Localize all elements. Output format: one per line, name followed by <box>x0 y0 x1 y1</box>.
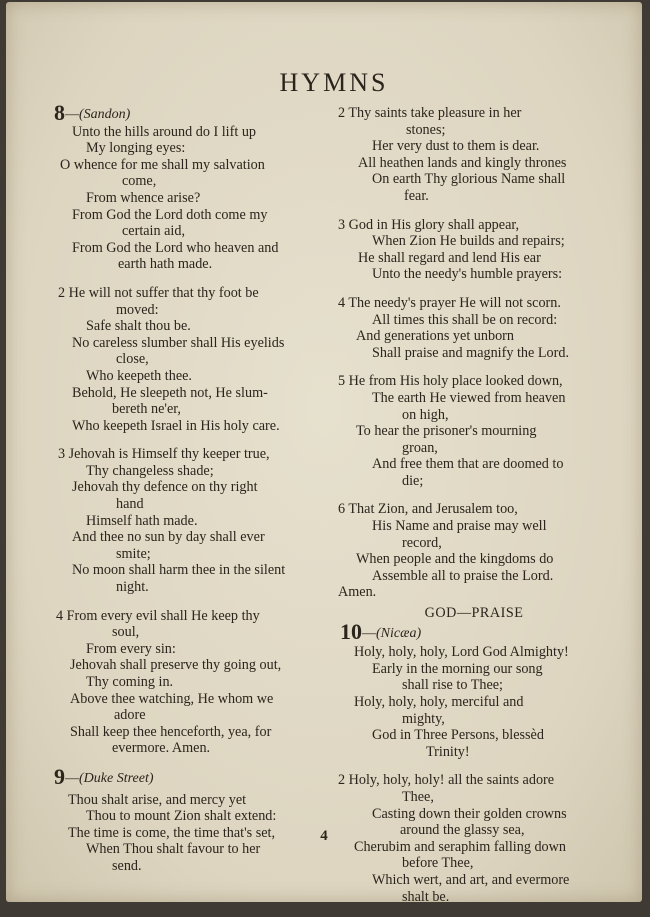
stanza <box>338 295 610 361</box>
stanza <box>52 446 322 595</box>
verse-line: 3 God in His glory shall appear, <box>338 216 520 233</box>
verse-line: 3 Jehovah is Himself thy keeper true, <box>58 446 270 463</box>
right-column <box>338 105 610 917</box>
verse-line: earth hath made. <box>118 256 213 273</box>
hymn-number: 8 <box>54 100 65 125</box>
verse-line: close, <box>116 351 149 368</box>
stanza <box>338 373 610 489</box>
verse-line: And free them that are doomed to <box>372 456 564 473</box>
verse-line: God in Three Persons, blessèd <box>372 727 544 744</box>
verse-line: 2 Holy, holy, holy! all the saints adore <box>338 772 555 789</box>
verse-line: 5 He from His holy place looked down, <box>338 373 563 390</box>
verse-line: Thy changeless shade; <box>86 462 214 479</box>
verse-line: Behold, He sleepeth not, He slum- <box>72 384 268 401</box>
verse-line: smite; <box>116 545 151 562</box>
verse-line: His Name and praise may well <box>372 518 547 535</box>
left-column <box>52 100 322 887</box>
verse-line: Holy, holy, holy, Lord God Almighty! <box>354 644 569 661</box>
verse-line: From every sin: <box>86 640 176 657</box>
verse-line: Trinity! <box>426 743 470 760</box>
page-header: HYMNS <box>279 68 389 97</box>
hymn-heading: 10—(Nicæa) <box>340 618 422 644</box>
verse-line: Thou shalt arise, and mercy yet <box>68 791 247 808</box>
verse-line: From whence arise? <box>86 189 201 206</box>
verse-line: From God the Lord doth come my <box>72 206 268 223</box>
verse-line: evermore. Amen. <box>112 740 211 757</box>
verse-line: Shall keep thee henceforth, yea, for <box>70 723 272 740</box>
verse-line: 6 That Zion, and Jerusalem too, <box>338 501 518 518</box>
page-number: 4 <box>320 828 328 844</box>
verse-line: bereth ne'er, <box>112 401 181 418</box>
verse-line: Himself hath made. <box>86 512 198 529</box>
verse-line: Cherubim and seraphim falling down <box>354 838 566 855</box>
verse-line: He shall regard and lend His ear <box>358 249 541 266</box>
hymn-number: 9 <box>54 763 65 789</box>
verse-line: And thee no sun by day shall ever <box>72 529 265 546</box>
verse-line: send. <box>112 857 142 874</box>
verse-line: moved: <box>116 301 159 318</box>
verse-line: Thy coming in. <box>86 674 174 690</box>
stanza <box>338 501 610 601</box>
verse-line: All heathen lands and kingly thrones <box>358 154 567 171</box>
verse-line: Casting down their golden crowns <box>372 805 567 822</box>
verse-line: 4 The needy's prayer He will not scorn. <box>338 294 561 311</box>
verse-line: No careless slumber shall His eyelids <box>72 334 285 351</box>
verse-line: My longing eyes: <box>86 140 186 157</box>
verse-line: certain aid, <box>122 223 186 240</box>
verse-line: To hear the prisoner's mourning <box>356 423 537 440</box>
hymn-heading: 8—(Sandon) <box>54 100 131 125</box>
verse-line: When Zion He builds and repairs; <box>372 233 565 250</box>
verse-line: hand <box>116 496 144 513</box>
verse-line: around the glassy sea, <box>400 822 525 839</box>
verse-line: die; <box>402 472 424 489</box>
hymn-tune: (Duke Street) <box>79 770 154 786</box>
verse-line: groan, <box>402 439 438 456</box>
hymn-tune: (Nicæa) <box>376 625 422 641</box>
verse-line: come, <box>122 173 157 190</box>
hymn-number: 10 <box>340 618 362 644</box>
verse-line: mighty, <box>402 710 445 727</box>
hymn-tune: (Sandon) <box>79 107 131 122</box>
verse-line: When Thou shalt favour to her <box>86 841 261 858</box>
verse-line: Assemble all to praise the Lord. <box>372 567 554 584</box>
verse-line: The time is come, the time that's set, <box>68 824 276 841</box>
verse-line: Unto the hills around do I lift up <box>72 123 257 140</box>
verse-line: Holy, holy, holy, merciful and <box>354 694 524 710</box>
verse-line: No moon shall harm thee in the silent <box>72 562 286 579</box>
verse-line: Thou to mount Zion shalt extend: <box>86 808 277 825</box>
verse-line: stones; <box>406 121 446 138</box>
verse-line: The earth He viewed from heaven <box>372 389 566 406</box>
stanza <box>338 644 610 760</box>
verse-line: And generations yet unborn <box>356 328 514 345</box>
verse-line: O whence for me shall my salvation <box>60 156 265 173</box>
verse-line: on high, <box>402 406 449 423</box>
stanza <box>338 105 610 205</box>
verse-line: Above thee watching, He whom we <box>70 690 274 707</box>
verse-line: Unto the needy's humble prayers: <box>372 266 563 283</box>
stanza <box>338 217 610 283</box>
section-title: GOD—PRAISE <box>424 605 524 622</box>
verse-line: On earth Thy glorious Name shall <box>372 171 566 188</box>
verse-line: Who keepeth Israel in His holy care. <box>72 417 280 434</box>
verse-line: before Thee, <box>402 855 474 872</box>
verse-line: From God the Lord who heaven and <box>72 239 279 256</box>
verse-line: Her very dust to them is dear. <box>372 138 540 155</box>
verse-line: Thee, <box>402 788 434 805</box>
verse-line: 2 Thy saints take pleasure in her <box>338 105 522 121</box>
verse-line: night. <box>116 579 149 596</box>
verse-line: When people and the kingdoms do <box>356 551 554 568</box>
verse-line: Jehovah shall preserve thy going out, <box>70 657 282 674</box>
verse-line: adore <box>114 707 146 724</box>
verse-line: Jehovah thy defence on thy right <box>72 479 258 496</box>
verse-line: shall rise to Thee; <box>402 677 503 694</box>
stanza <box>52 608 322 757</box>
verse-line: Safe shalt thou be. <box>86 318 191 335</box>
verse-line: Shall praise and magnify the Lord. <box>372 344 569 361</box>
hymnal-page <box>6 2 642 905</box>
verse-line: Which wert, and art, and evermore <box>372 871 570 888</box>
verse-line: shalt be. <box>402 888 450 905</box>
verse-line: 2 He will not suffer that thy foot be <box>58 284 259 301</box>
stanza <box>52 124 322 273</box>
verse-line: record, <box>402 534 442 551</box>
verse-line: soul, <box>112 624 140 641</box>
stanza <box>52 285 322 434</box>
verse-line: All times this shall be on record: <box>372 311 558 328</box>
verse-line: fear. <box>404 187 429 204</box>
hymn-heading: 9—(Duke Street) <box>54 763 154 789</box>
verse-line: Early in the morning our song <box>372 660 543 677</box>
verse-line: Who keepeth thee. <box>86 367 192 384</box>
amen-line: Amen. <box>338 584 377 601</box>
verse-line: 4 From every evil shall He keep thy <box>56 607 260 624</box>
